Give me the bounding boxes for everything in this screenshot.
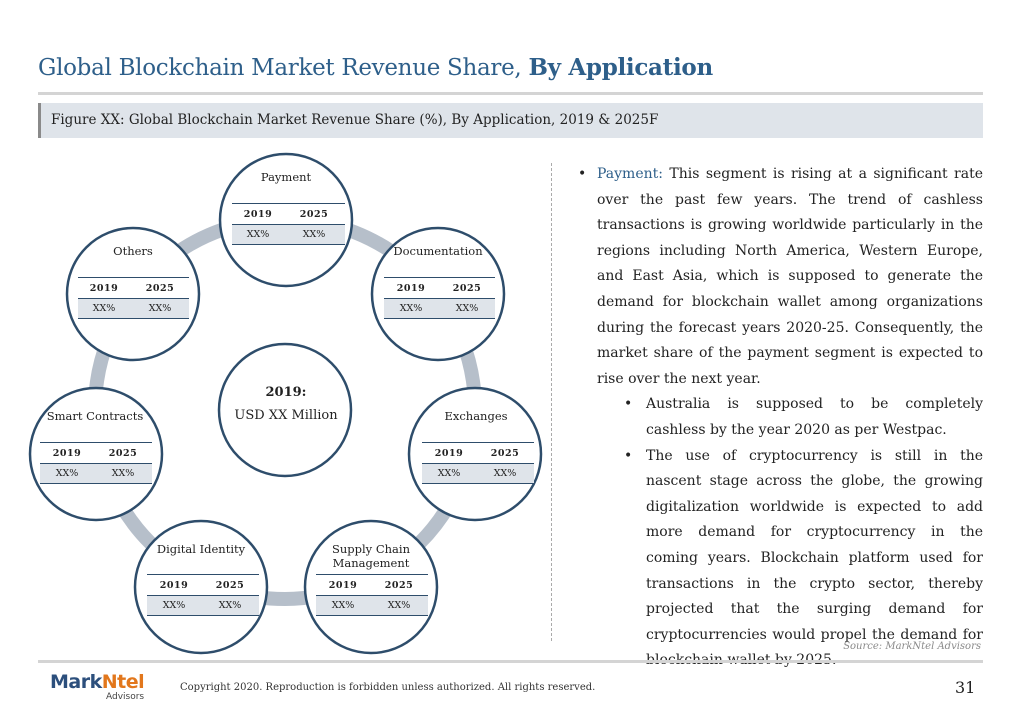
value-2019: XX%: [92, 303, 116, 314]
node-label-others: Others: [113, 244, 153, 258]
table-values: [78, 299, 189, 319]
value-2019: XX%: [331, 600, 355, 611]
value-2025: XX%: [387, 600, 411, 611]
col-2025: 2025: [299, 209, 329, 220]
table-header: [147, 574, 259, 596]
col-2025: 2025: [452, 283, 482, 294]
table-values: [316, 596, 428, 616]
col-2025: 2025: [145, 283, 175, 294]
table-values: [384, 299, 495, 319]
table-header: [232, 203, 345, 225]
col-2025: 2025: [490, 448, 520, 459]
node-label-documentation: Documentation: [393, 244, 483, 258]
col-2019: 2019: [243, 209, 273, 220]
table-header: [316, 574, 428, 596]
center-year: 2019:: [265, 385, 307, 400]
value-2025: XX%: [302, 229, 326, 240]
logo-ntel: Ntel: [101, 671, 145, 693]
value-2019: XX%: [162, 600, 186, 611]
bullet-payment: [578, 162, 983, 392]
table-header: [384, 277, 495, 299]
col-2025: 2025: [384, 580, 414, 591]
figure-caption: Figure XX: Global Blockchain Market Revenue Share (%), By Application, 2019 & 2025F: [51, 112, 659, 128]
value-2025: XX%: [148, 303, 172, 314]
col-2019: 2019: [328, 580, 358, 591]
col-2019: 2019: [434, 448, 464, 459]
table-header: [422, 442, 534, 464]
page-number: 31: [955, 678, 976, 697]
table-header: [78, 277, 189, 299]
col-2019: 2019: [396, 283, 426, 294]
markntel-logo: [50, 672, 144, 702]
bullet-main-text: This segment is rising at a significant rate over the past few years. The trend of cashless transactions is growing worldwide particularly in the regions including North America, Western Europe, and East Asia, which is supposed to generate the demand for blockchain wallet among organizations during the forecast years 2020-25. Consequently, the market share of the payment segment is expected to rise over the next year.: [597, 166, 983, 387]
node-label-digital-identity: Digital Identity: [156, 542, 246, 556]
commentary: [578, 162, 983, 674]
sub-bullet-2-text: The use of cryptocurrency is still in the nascent stage across the globe, the growing digitalization worldwide is expected to add more demand for cryptocurrency in the coming years. Blockchain platform used for transactions in the crypto sector, thereby projected that the surging demand for cryptocurrencies would propel the demand for: [646, 447, 983, 643]
col-2025: 2025: [215, 580, 245, 591]
value-2025: XX%: [455, 303, 479, 314]
value-2019: XX%: [437, 468, 461, 479]
value-2025: XX%: [218, 600, 242, 611]
sub-bullet-1-text: Australia is supposed to be completely cashless by the year 2020 as per Westpac.: [646, 396, 983, 438]
bottom-rule: [38, 660, 983, 663]
sub-bullet-2: • The use of cryptocurrency is still in the nascent stage across the globe, the growing digitalization worldwide is expected to add more demand for cryptocurrency in the coming years. Blockchain platform used for transactions in the crypto sector, thereby projected that the surging demand for cryptocurrencies would propel the demand for: [578, 444, 983, 674]
value-2025: XX%: [111, 468, 135, 479]
col-2019: 2019: [52, 448, 82, 459]
node-label-smart-contracts: Smart Contracts: [46, 409, 144, 423]
dashed-divider: [551, 163, 552, 641]
table-values: [40, 464, 152, 484]
logo-advisors: Advisors: [106, 692, 145, 702]
col-2019: 2019: [159, 580, 189, 591]
copyright: Copyright 2020. Reproduction is forbidden unless authorized. All rights reserved.: [180, 682, 596, 693]
bullet-lead: Payment:: [597, 166, 663, 182]
title-bold: By Application: [528, 54, 713, 81]
table-header: [40, 442, 152, 464]
table-values: [147, 596, 259, 616]
logo-mark: Mark: [50, 671, 102, 693]
title-regular: Global Blockchain Market Revenue Share,: [38, 55, 522, 81]
table-values: [422, 464, 534, 484]
value-2019: XX%: [55, 468, 79, 479]
value-2019: XX%: [246, 229, 270, 240]
table-values: [232, 225, 345, 245]
value-2025: XX%: [493, 468, 517, 479]
center-value: USD XX Million: [234, 408, 338, 423]
col-2025: 2025: [108, 448, 138, 459]
sub-bullet-1: • Australia is supposed to be completely cashless by the year 2020 as per Westpac.: [624, 396, 983, 438]
source-note: Source: MarkNtel Advisors: [843, 641, 981, 652]
value-2019: XX%: [399, 303, 423, 314]
col-2019: 2019: [89, 283, 119, 294]
node-label-exchanges: Exchanges: [444, 409, 508, 423]
node-label-supply-chain: Supply Chain Management: [332, 542, 410, 570]
node-label-payment: Payment: [260, 170, 312, 184]
